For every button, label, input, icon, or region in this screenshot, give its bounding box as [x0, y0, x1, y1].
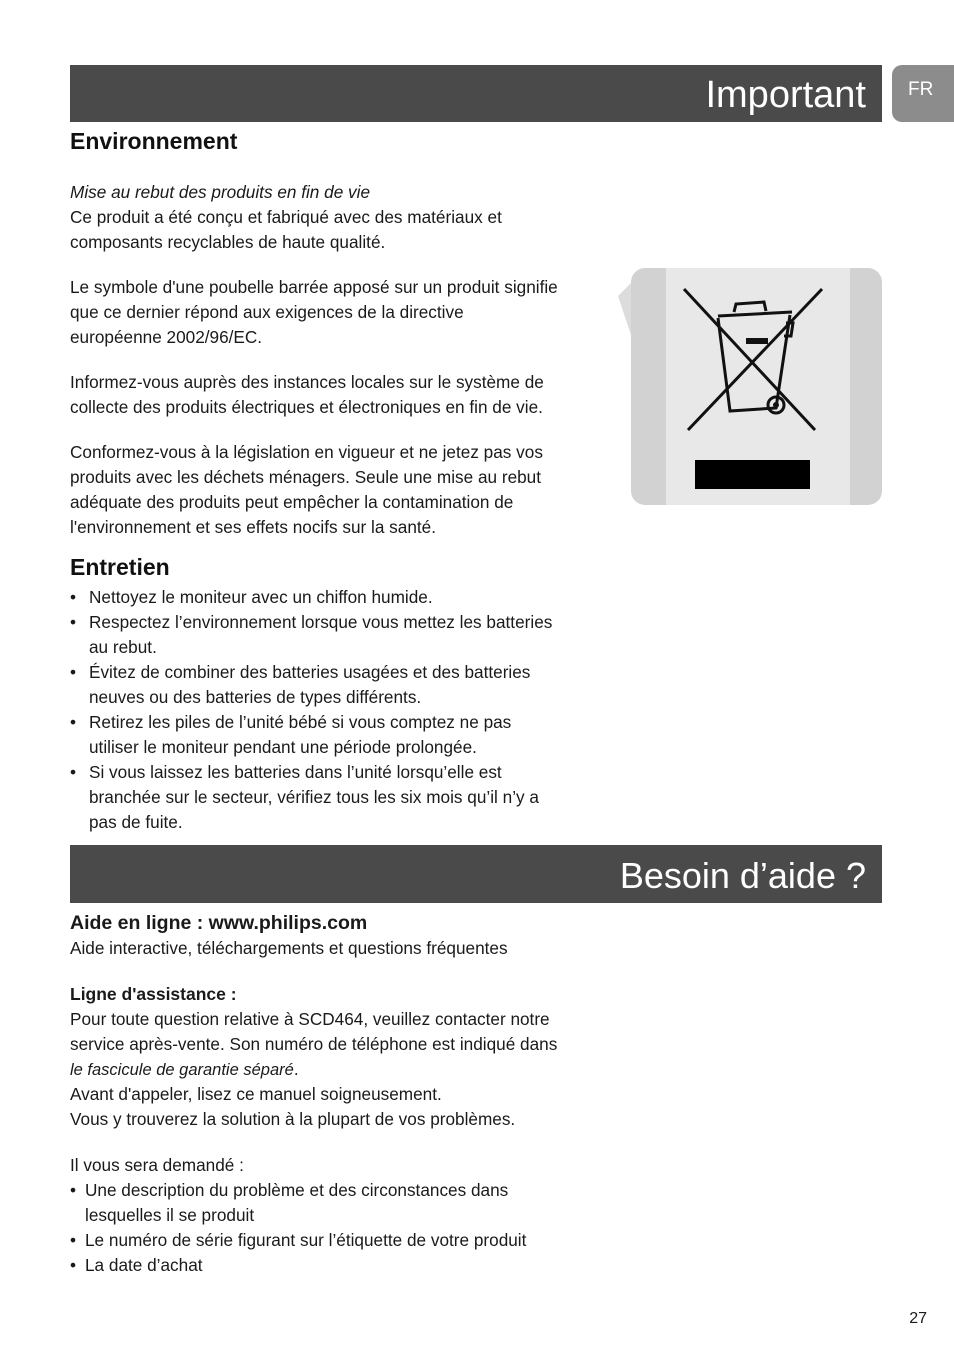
- environment-p3-line1: Informez-vous auprès des instances locales sur le système de: [70, 372, 544, 392]
- environment-subtitle: Mise au rebut des produits en fin de vie: [70, 182, 371, 202]
- environment-p1-line2: composants recyclables de haute qualité.: [70, 232, 386, 252]
- environment-p4-line3: adéquate des produits peut empêcher la contamination de: [70, 492, 514, 512]
- help-title: Besoin d’aide ?: [619, 855, 866, 896]
- help-header-bar: [70, 845, 882, 903]
- maintenance-title: Entretien: [70, 554, 170, 580]
- list-item: • Le numéro de série figurant sur l’étiquette de votre produit: [70, 1228, 615, 1253]
- help-body: [70, 910, 615, 1278]
- hotline-heading: Ligne d'assistance :: [70, 984, 237, 1004]
- hotline-line2: service après-vente. Son numéro de téléphone est indiqué dans: [70, 1034, 558, 1054]
- page-number: 27: [909, 1310, 927, 1327]
- maintenance-list: [70, 585, 610, 835]
- environment-p1-line1: Ce produit a été conçu et fabriqué avec des matériaux et: [70, 207, 502, 227]
- maintenance-body: [70, 585, 610, 835]
- environment-p2-line1: Le symbole d'une poubelle barrée apposé sur un produit signifie: [70, 277, 558, 297]
- online-help-text: Aide interactive, téléchargements et questions fréquentes: [70, 938, 508, 958]
- list-item: • La date d’achat: [70, 1253, 615, 1278]
- list-item: • Respectez l’environnement lorsque vous mettez les batteries au rebut.: [70, 610, 610, 660]
- list-item: • Une description du problème et des circonstances dans lesquelles il se produit: [70, 1178, 615, 1228]
- environment-body: [70, 180, 615, 540]
- hotline-line5: Vous y trouverez la solution à la plupart de vos problèmes.: [70, 1109, 516, 1129]
- asked-list: [70, 1178, 615, 1278]
- asked-intro: Il vous sera demandé :: [70, 1155, 244, 1175]
- weee-symbol-panel: [618, 268, 882, 505]
- environment-p4-line4: l'environnement et ses effets nocifs sur la santé.: [70, 517, 437, 537]
- list-item: • Si vous laissez les batteries dans l’unité lorsqu’elle est branchée sur le secteur, vérifiez tous les six mois qu’il n’y a pas de fuite.: [70, 760, 610, 835]
- environment-p3-line2: collecte des produits électriques et électroniques en fin de vie.: [70, 397, 543, 417]
- list-item: • Évitez de combiner des batteries usagées et des batteries neuves ou des batteries de types différents.: [70, 660, 610, 710]
- crossed-out-wheelie-bin-icon: [618, 268, 882, 505]
- hotline-line3: le fascicule de garantie séparé.: [70, 1059, 299, 1079]
- online-help-heading: Aide en ligne : www.philips.com: [70, 912, 368, 934]
- hotline-line4: Avant d'appeler, lisez ce manuel soigneusement.: [70, 1084, 442, 1104]
- environment-title: Environnement: [70, 128, 238, 154]
- important-title: Important: [705, 74, 866, 116]
- important-header-bar: [70, 65, 882, 122]
- list-item: • Nettoyez le moniteur avec un chiffon humide.: [70, 585, 610, 610]
- list-item: • Retirez les piles de l’unité bébé si vous comptez ne pas utiliser le moniteur pendant une période prolongée.: [70, 710, 610, 760]
- environment-p4-line1: Conformez-vous à la législation en vigueur et ne jetez pas vos: [70, 442, 543, 462]
- environment-p4-line2: produits avec les déchets ménagers. Seule une mise au rebut: [70, 467, 542, 487]
- hotline-line1: Pour toute question relative à SCD464, veuillez contacter notre: [70, 1009, 550, 1029]
- environment-p2-line2: que ce dernier répond aux exigences de la directive: [70, 302, 464, 322]
- environment-p2-line3: européenne 2002/96/EC.: [70, 327, 263, 347]
- language-tab: FR: [892, 65, 954, 122]
